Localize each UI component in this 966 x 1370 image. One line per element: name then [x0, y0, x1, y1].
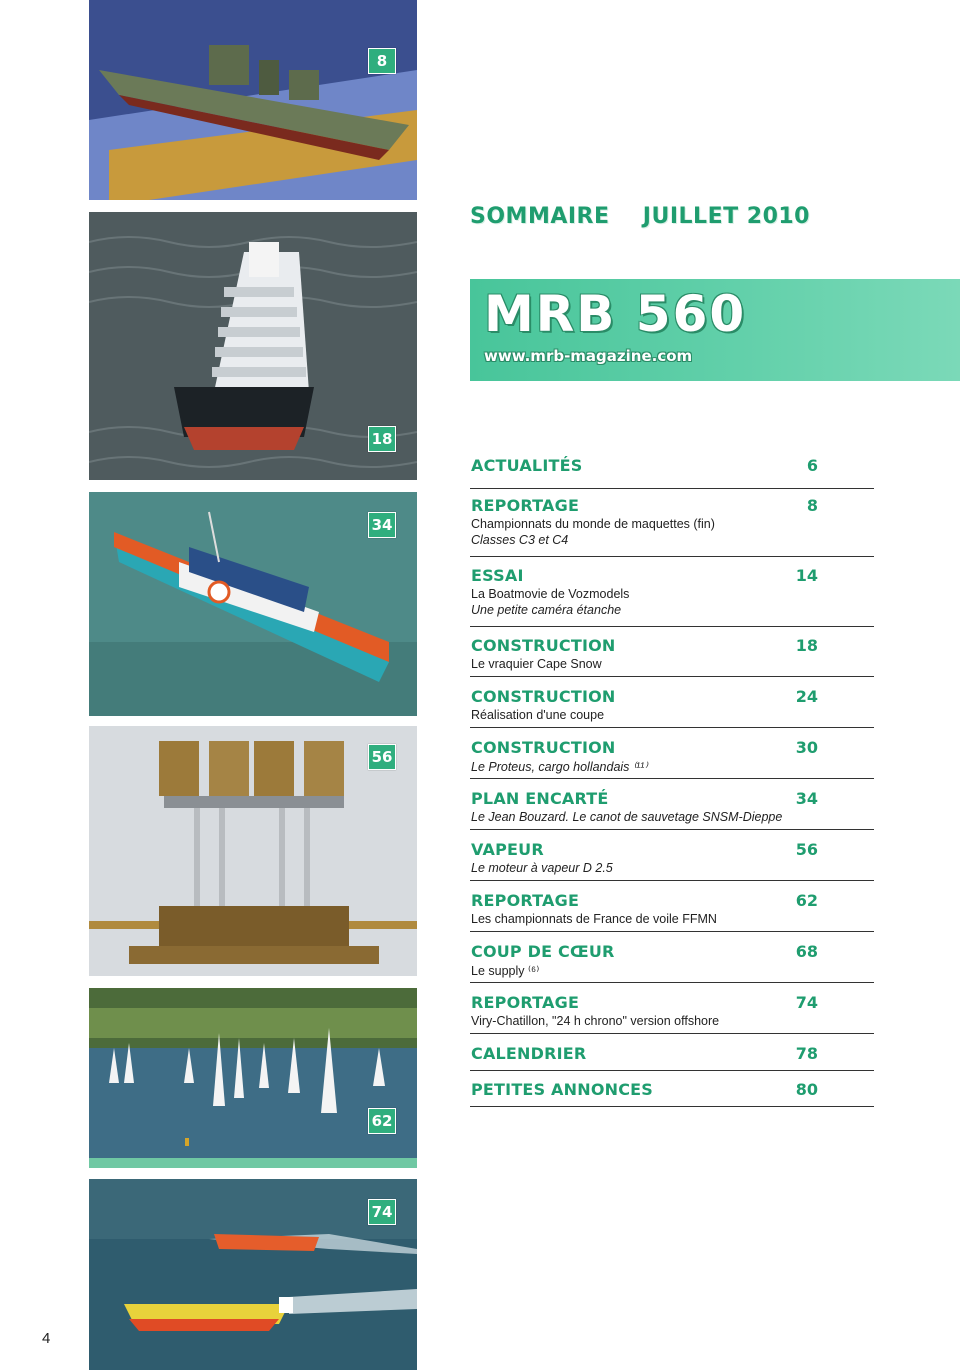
- toc-line: Classes C3 et C4: [471, 533, 569, 547]
- toc-heading: ESSAI: [471, 566, 524, 585]
- toc-line: Championnats du monde de maquettes (fin): [471, 517, 715, 531]
- toc-page: 24: [795, 687, 818, 706]
- toc-heading: CONSTRUCTION: [471, 636, 616, 655]
- issue-title: MRB 560: [484, 285, 747, 343]
- photo-steam-engine: [89, 726, 417, 976]
- page-badge-74: 74: [368, 1199, 396, 1225]
- toc-heading: PETITES ANNONCES: [471, 1080, 654, 1099]
- toc-page: 74: [795, 993, 818, 1012]
- photo-warship: [89, 0, 417, 200]
- magazine-banner: [470, 279, 960, 381]
- toc-entry[interactable]: [470, 566, 874, 627]
- toc-page: 68: [795, 942, 818, 961]
- toc-heading: ACTUALITÉS: [471, 456, 583, 475]
- toc-heading: REPORTAGE: [471, 891, 580, 910]
- toc-heading: VAPEUR: [471, 840, 544, 859]
- toc-line: Le Jean Bouzard. Le canot de sauvetage SNSM-Dieppe: [471, 810, 783, 824]
- magazine-url[interactable]: www.mrb-magazine.com: [484, 347, 693, 365]
- toc-page: 14: [795, 566, 818, 585]
- toc-page: 78: [795, 1044, 818, 1063]
- toc-line: Viry-Chatillon, "24 h chrono" version offshore: [471, 1014, 720, 1028]
- toc-page: 34: [795, 789, 818, 808]
- toc-entry[interactable]: [470, 891, 874, 932]
- photo-lifeboat: [89, 492, 417, 716]
- photo-offshore-powerboats: [89, 1179, 417, 1370]
- toc-entry[interactable]: [470, 456, 874, 489]
- toc-entry[interactable]: [470, 738, 874, 779]
- toc-heading: REPORTAGE: [471, 496, 580, 515]
- header-date: JUILLET 2010: [642, 204, 810, 229]
- page-badge-34: 34: [368, 512, 396, 538]
- toc-line: Le vraquier Cape Snow: [471, 657, 602, 671]
- toc-line: La Boatmovie de Vozmodels: [471, 587, 630, 601]
- toc-line: Une petite caméra étanche: [471, 603, 622, 617]
- toc-heading: REPORTAGE: [471, 993, 580, 1012]
- toc-line: Les championnats de France de voile FFMN: [471, 912, 717, 926]
- page-badge-62: 62: [368, 1108, 396, 1134]
- toc-entry[interactable]: [470, 1080, 874, 1107]
- toc-entry[interactable]: [470, 942, 874, 983]
- toc-line: Le supply ⁽⁶⁾: [471, 964, 540, 978]
- issue-header: [470, 204, 810, 229]
- toc-line: Le moteur à vapeur D 2.5: [471, 861, 613, 875]
- toc-page: 30: [795, 738, 818, 757]
- toc-heading: CONSTRUCTION: [471, 738, 616, 757]
- photo-bulk-carrier: [89, 212, 417, 480]
- toc-heading: PLAN ENCARTÉ: [471, 789, 609, 808]
- page-badge-18: 18: [368, 426, 396, 452]
- toc-entry[interactable]: [470, 496, 874, 557]
- toc-heading: CALENDRIER: [471, 1044, 587, 1063]
- toc-entry[interactable]: [470, 840, 874, 881]
- toc-entry[interactable]: [470, 1044, 874, 1071]
- toc-heading: COUP DE CŒUR: [471, 942, 615, 961]
- toc-entry[interactable]: [470, 687, 874, 728]
- toc-page: 8: [806, 496, 818, 515]
- page-number: 4: [42, 1330, 51, 1347]
- toc-page: 6: [806, 456, 818, 475]
- toc-line: Le Proteus, cargo hollandais ⁽¹¹⁾: [471, 760, 648, 774]
- photo-sailing-yachts: [89, 988, 417, 1168]
- toc-entry[interactable]: [470, 993, 874, 1034]
- toc-page: 62: [795, 891, 818, 910]
- toc-page: 56: [795, 840, 818, 859]
- toc-page: 18: [795, 636, 818, 655]
- toc-entry[interactable]: [470, 636, 874, 677]
- page-badge-56: 56: [368, 744, 396, 770]
- toc-heading: CONSTRUCTION: [471, 687, 616, 706]
- toc-line: Réalisation d'une coupe: [471, 708, 605, 722]
- header-sommaire: SOMMAIRE: [470, 204, 610, 229]
- page-badge-8: 8: [368, 48, 396, 74]
- toc-entry[interactable]: [470, 789, 874, 830]
- toc-page: 80: [795, 1080, 818, 1099]
